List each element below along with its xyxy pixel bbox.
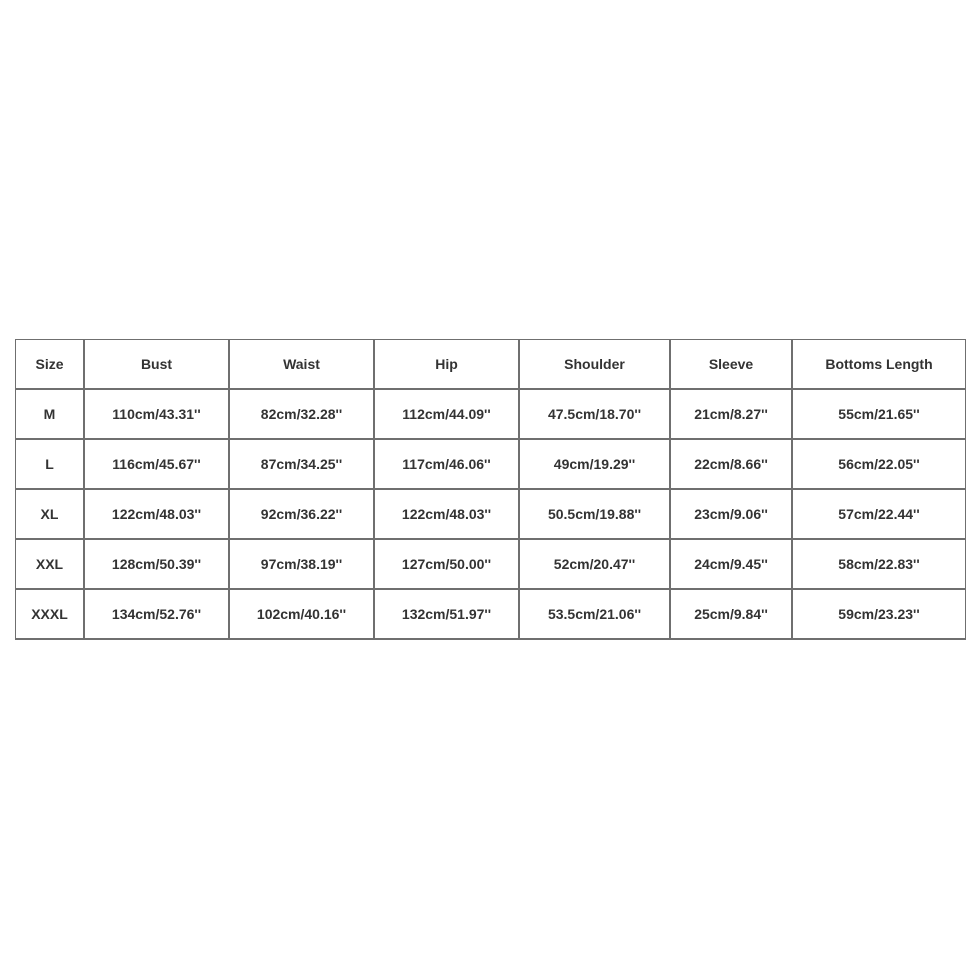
cell-waist: 97cm/38.19'' <box>230 540 375 590</box>
cell-size: XL <box>16 490 85 540</box>
cell-bottoms-length: 57cm/22.44'' <box>793 490 966 540</box>
header-shoulder: Shoulder <box>520 340 671 390</box>
cell-waist: 82cm/32.28'' <box>230 390 375 440</box>
cell-waist: 87cm/34.25'' <box>230 440 375 490</box>
size-chart-table <box>15 339 966 640</box>
cell-bust: 122cm/48.03'' <box>85 490 230 540</box>
cell-sleeve: 25cm/9.84'' <box>671 590 793 640</box>
header-hip: Hip <box>375 340 520 390</box>
header-bust: Bust <box>85 340 230 390</box>
header-waist: Waist <box>230 340 375 390</box>
cell-hip: 122cm/48.03'' <box>375 490 520 540</box>
cell-hip: 127cm/50.00'' <box>375 540 520 590</box>
cell-bust: 116cm/45.67'' <box>85 440 230 490</box>
cell-bottoms-length: 58cm/22.83'' <box>793 540 966 590</box>
cell-sleeve: 23cm/9.06'' <box>671 490 793 540</box>
cell-bottoms-length: 56cm/22.05'' <box>793 440 966 490</box>
cell-size: M <box>16 390 85 440</box>
cell-waist: 92cm/36.22'' <box>230 490 375 540</box>
table-row <box>16 390 966 440</box>
cell-bust: 134cm/52.76'' <box>85 590 230 640</box>
cell-bottoms-length: 55cm/21.65'' <box>793 390 966 440</box>
cell-bust: 128cm/50.39'' <box>85 540 230 590</box>
cell-shoulder: 50.5cm/19.88'' <box>520 490 671 540</box>
cell-waist: 102cm/40.16'' <box>230 590 375 640</box>
cell-hip: 112cm/44.09'' <box>375 390 520 440</box>
header-bottoms-length: Bottoms Length <box>793 340 966 390</box>
table-row <box>16 440 966 490</box>
cell-hip: 132cm/51.97'' <box>375 590 520 640</box>
header-size: Size <box>16 340 85 390</box>
header-row <box>16 340 966 390</box>
cell-sleeve: 21cm/8.27'' <box>671 390 793 440</box>
cell-sleeve: 22cm/8.66'' <box>671 440 793 490</box>
cell-size: XXL <box>16 540 85 590</box>
cell-bottoms-length: 59cm/23.23'' <box>793 590 966 640</box>
cell-shoulder: 49cm/19.29'' <box>520 440 671 490</box>
table-row <box>16 540 966 590</box>
cell-shoulder: 52cm/20.47'' <box>520 540 671 590</box>
cell-shoulder: 53.5cm/21.06'' <box>520 590 671 640</box>
cell-size: L <box>16 440 85 490</box>
cell-bust: 110cm/43.31'' <box>85 390 230 440</box>
cell-hip: 117cm/46.06'' <box>375 440 520 490</box>
cell-size: XXXL <box>16 590 85 640</box>
cell-shoulder: 47.5cm/18.70'' <box>520 390 671 440</box>
header-sleeve: Sleeve <box>671 340 793 390</box>
table-row <box>16 590 966 640</box>
table-row <box>16 490 966 540</box>
cell-sleeve: 24cm/9.45'' <box>671 540 793 590</box>
